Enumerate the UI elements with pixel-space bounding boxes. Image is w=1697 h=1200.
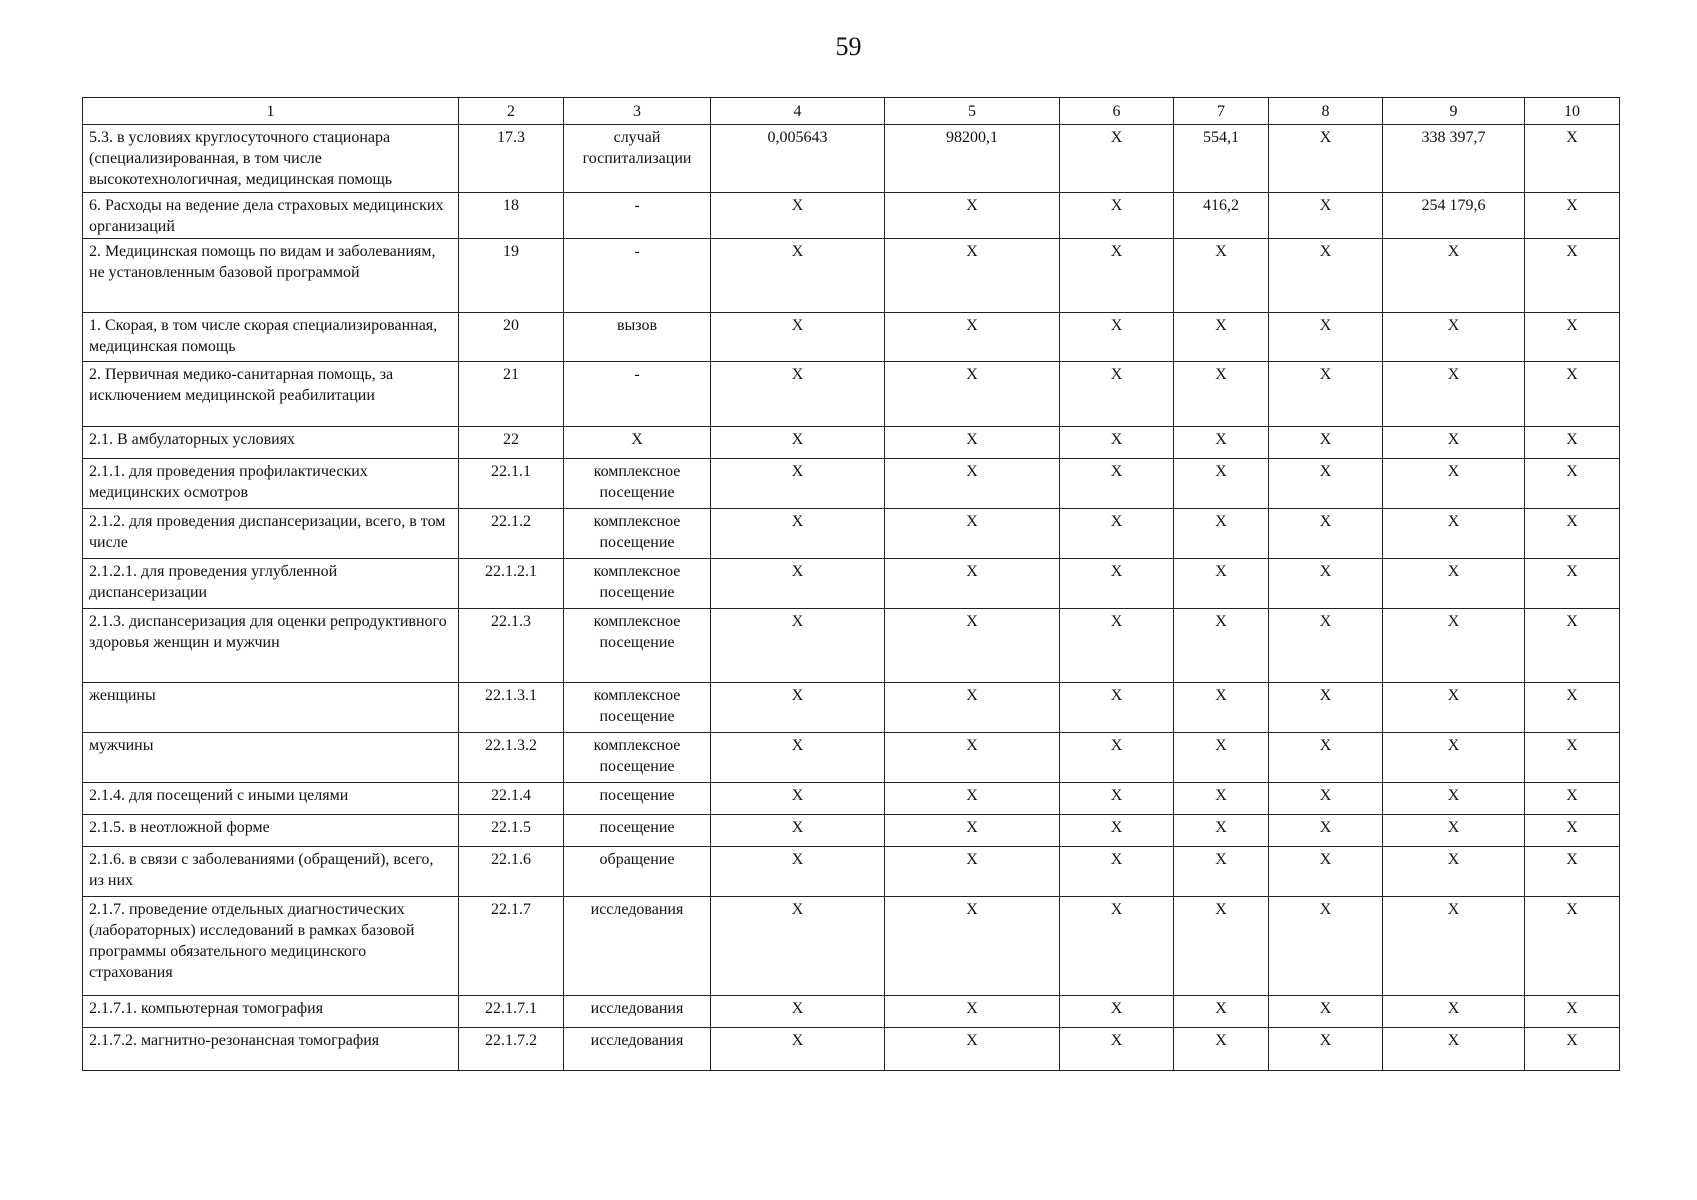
table-cell: 22.1.6 <box>459 847 564 897</box>
table-cell: X <box>1383 847 1525 897</box>
table-cell: X <box>1525 509 1620 559</box>
table-body <box>83 98 1620 1071</box>
table-cell: X <box>1383 733 1525 783</box>
table-cell: посещение <box>564 815 711 847</box>
table-row <box>83 897 1620 996</box>
table-cell: - <box>564 239 711 313</box>
table-cell: комплексное посещение <box>564 683 711 733</box>
row-label-cell: 2. Медицинская помощь по видам и заболеваниям, не установленным базовой программой <box>83 239 459 313</box>
table-cell: X <box>1060 239 1174 313</box>
table-cell: 98200,1 <box>885 125 1060 193</box>
table-cell: X <box>1525 459 1620 509</box>
table-cell: X <box>1525 239 1620 313</box>
table-cell: X <box>1174 897 1269 996</box>
table-cell: X <box>1269 609 1383 683</box>
table-cell: X <box>1269 996 1383 1028</box>
table-row <box>83 1028 1620 1071</box>
table-cell: X <box>1060 683 1174 733</box>
table-cell: X <box>711 362 885 427</box>
table-cell: X <box>1269 362 1383 427</box>
column-header: 4 <box>711 98 885 125</box>
column-header: 1 <box>83 98 459 125</box>
table-cell: 22.1.5 <box>459 815 564 847</box>
table-cell: X <box>1060 125 1174 193</box>
table-cell: X <box>711 609 885 683</box>
table-cell: X <box>1383 459 1525 509</box>
table-cell: 22.1.7.2 <box>459 1028 564 1071</box>
table-cell: 21 <box>459 362 564 427</box>
table-cell: X <box>1174 847 1269 897</box>
table-cell: 0,005643 <box>711 125 885 193</box>
table-cell: X <box>1525 313 1620 362</box>
table-cell: X <box>711 459 885 509</box>
table-cell: X <box>885 1028 1060 1071</box>
table-cell: X <box>1383 996 1525 1028</box>
table-cell: X <box>1269 125 1383 193</box>
table-cell: 338 397,7 <box>1383 125 1525 193</box>
table-cell: X <box>885 313 1060 362</box>
table-cell: X <box>1269 783 1383 815</box>
table-cell: X <box>885 783 1060 815</box>
table-cell: X <box>1269 509 1383 559</box>
table-cell: X <box>1383 815 1525 847</box>
table-cell: X <box>1060 847 1174 897</box>
table-cell: - <box>564 362 711 427</box>
table-cell: X <box>1525 125 1620 193</box>
table-cell: X <box>711 815 885 847</box>
table-cell: X <box>885 193 1060 239</box>
table-cell: X <box>1383 362 1525 427</box>
row-label-cell: 1. Скорая, в том числе скорая специализированная, медицинская помощь <box>83 313 459 362</box>
table-cell: X <box>711 683 885 733</box>
table-cell: X <box>1269 427 1383 459</box>
table-cell: X <box>885 733 1060 783</box>
table-cell: X <box>1383 313 1525 362</box>
table-cell: X <box>1174 783 1269 815</box>
table-cell: исследования <box>564 1028 711 1071</box>
table-cell: X <box>1269 897 1383 996</box>
table-row <box>83 847 1620 897</box>
table-cell: X <box>1525 609 1620 683</box>
table-cell: X <box>1174 683 1269 733</box>
table-cell: случай госпитализации <box>564 125 711 193</box>
table-cell: X <box>1174 427 1269 459</box>
table-row <box>83 733 1620 783</box>
table-cell: X <box>885 897 1060 996</box>
row-label-cell: 2.1.7. проведение отдельных диагностических (лабораторных) исследований в рамках базовой программы обязательного медицинского страхования <box>83 897 459 996</box>
table-row <box>83 815 1620 847</box>
table-cell: X <box>885 559 1060 609</box>
table-cell: X <box>885 815 1060 847</box>
data-table <box>82 97 1620 1071</box>
table-cell: X <box>885 459 1060 509</box>
table-cell: 22.1.3.1 <box>459 683 564 733</box>
table-cell: X <box>1269 1028 1383 1071</box>
row-label-cell: 2.1.4. для посещений с иными целями <box>83 783 459 815</box>
column-number-row <box>83 98 1620 125</box>
table-row <box>83 509 1620 559</box>
table-row <box>83 313 1620 362</box>
table-cell: X <box>711 193 885 239</box>
table-cell: - <box>564 193 711 239</box>
table-cell: X <box>711 1028 885 1071</box>
table-cell: X <box>1060 559 1174 609</box>
table-cell: исследования <box>564 897 711 996</box>
table-cell: X <box>1174 362 1269 427</box>
table-row <box>83 239 1620 313</box>
column-header: 5 <box>885 98 1060 125</box>
table-cell: X <box>1525 559 1620 609</box>
table-row <box>83 996 1620 1028</box>
column-header: 8 <box>1269 98 1383 125</box>
column-header: 6 <box>1060 98 1174 125</box>
table-cell: X <box>1060 783 1174 815</box>
table-cell: X <box>1174 733 1269 783</box>
table-cell: X <box>1269 459 1383 509</box>
table-cell: X <box>1174 559 1269 609</box>
table-cell: X <box>1174 1028 1269 1071</box>
table-cell: X <box>1174 815 1269 847</box>
table-cell: X <box>711 559 885 609</box>
page-number: 59 <box>835 32 862 61</box>
table-cell: 22.1.1 <box>459 459 564 509</box>
table-cell: X <box>885 362 1060 427</box>
table-cell: X <box>711 897 885 996</box>
table-cell: X <box>711 783 885 815</box>
table-cell: X <box>1174 996 1269 1028</box>
table-cell: X <box>1060 609 1174 683</box>
row-label-cell: 2.1.2. для проведения диспансеризации, всего, в том числе <box>83 509 459 559</box>
table-row <box>83 193 1620 239</box>
table-cell: X <box>1174 609 1269 683</box>
table-cell: X <box>885 427 1060 459</box>
table-cell: исследования <box>564 996 711 1028</box>
table-cell: X <box>711 509 885 559</box>
table-cell: X <box>1525 897 1620 996</box>
table-cell: X <box>711 847 885 897</box>
table-cell: 18 <box>459 193 564 239</box>
table-cell: X <box>1383 1028 1525 1071</box>
column-header: 10 <box>1525 98 1620 125</box>
table-row <box>83 683 1620 733</box>
row-label-cell: 2.1.5. в неотложной форме <box>83 815 459 847</box>
table-cell: 22.1.4 <box>459 783 564 815</box>
table-row <box>83 609 1620 683</box>
table-cell: X <box>885 996 1060 1028</box>
table-cell: 17.3 <box>459 125 564 193</box>
table-cell: 254 179,6 <box>1383 193 1525 239</box>
table-cell: комплексное посещение <box>564 559 711 609</box>
table-cell: 22.1.3 <box>459 609 564 683</box>
table-row <box>83 427 1620 459</box>
table-cell: X <box>885 609 1060 683</box>
table-cell: 22.1.7 <box>459 897 564 996</box>
table-cell: 22.1.7.1 <box>459 996 564 1028</box>
row-label-cell: 2.1.3. диспансеризация для оценки репродуктивного здоровья женщин и мужчин <box>83 609 459 683</box>
row-label-cell: 2.1.1. для проведения профилактических медицинских осмотров <box>83 459 459 509</box>
table-cell: 20 <box>459 313 564 362</box>
table-cell: X <box>1060 362 1174 427</box>
table-cell: X <box>711 313 885 362</box>
table-cell: X <box>1525 815 1620 847</box>
table-cell: X <box>1383 239 1525 313</box>
row-label-cell: 5.3. в условиях круглосуточного стационара (специализированная, в том числе высокотехнологичная, медицинская помощь <box>83 125 459 193</box>
table-cell: X <box>1174 313 1269 362</box>
table-cell: X <box>1060 996 1174 1028</box>
row-label-cell: 6. Расходы на ведение дела страховых медицинских организаций <box>83 193 459 239</box>
table-cell: X <box>1525 1028 1620 1071</box>
table-cell: X <box>1269 193 1383 239</box>
table-cell: комплексное посещение <box>564 509 711 559</box>
table-cell: X <box>885 239 1060 313</box>
table-cell: X <box>1525 996 1620 1028</box>
table-cell: комплексное посещение <box>564 609 711 683</box>
row-label-cell: 2.1.7.1. компьютерная томография <box>83 996 459 1028</box>
row-label-cell: 2. Первичная медико-санитарная помощь, за исключением медицинской реабилитации <box>83 362 459 427</box>
row-label-cell: мужчины <box>83 733 459 783</box>
table-cell: 416,2 <box>1174 193 1269 239</box>
row-label-cell: 2.1.6. в связи с заболеваниями (обращений), всего, из них <box>83 847 459 897</box>
column-header: 2 <box>459 98 564 125</box>
table-cell: X <box>1269 559 1383 609</box>
table-cell: X <box>1383 783 1525 815</box>
table-cell: 22 <box>459 427 564 459</box>
table-cell: X <box>1383 609 1525 683</box>
table-cell: X <box>711 996 885 1028</box>
table-cell: X <box>1383 509 1525 559</box>
table-cell: X <box>1269 683 1383 733</box>
table-cell: X <box>711 733 885 783</box>
table-cell: X <box>1060 459 1174 509</box>
table-cell: X <box>564 427 711 459</box>
table-cell: X <box>1525 783 1620 815</box>
table-cell: X <box>1060 509 1174 559</box>
table-cell: X <box>1383 427 1525 459</box>
row-label-cell: 2.1.7.2. магнитно-резонансная томография <box>83 1028 459 1071</box>
table-cell: X <box>1525 427 1620 459</box>
table-cell: X <box>1383 683 1525 733</box>
row-label-cell: 2.1.2.1. для проведения углубленной диспансеризации <box>83 559 459 609</box>
column-header: 7 <box>1174 98 1269 125</box>
table-cell: посещение <box>564 783 711 815</box>
table-row <box>83 362 1620 427</box>
table-cell: X <box>1525 193 1620 239</box>
table-cell: X <box>1383 897 1525 996</box>
table-cell: X <box>1269 847 1383 897</box>
table-cell: X <box>1269 239 1383 313</box>
table-cell: 554,1 <box>1174 125 1269 193</box>
table-cell: X <box>711 427 885 459</box>
column-header: 3 <box>564 98 711 125</box>
table-cell: X <box>885 683 1060 733</box>
table-cell: X <box>1060 897 1174 996</box>
table-cell: X <box>1269 313 1383 362</box>
table-row <box>83 459 1620 509</box>
table-cell: X <box>1060 815 1174 847</box>
table-cell: X <box>1174 509 1269 559</box>
table-cell: X <box>1525 847 1620 897</box>
table-cell: X <box>1060 193 1174 239</box>
table-cell: комплексное посещение <box>564 733 711 783</box>
table-cell: X <box>1060 313 1174 362</box>
table-cell: X <box>1525 683 1620 733</box>
table-row <box>83 783 1620 815</box>
table-cell: X <box>1525 362 1620 427</box>
table-cell: 19 <box>459 239 564 313</box>
table-cell: 22.1.2.1 <box>459 559 564 609</box>
table-cell: X <box>1525 733 1620 783</box>
table-cell: X <box>1174 239 1269 313</box>
table-cell: X <box>711 239 885 313</box>
table-cell: обращение <box>564 847 711 897</box>
row-label-cell: 2.1. В амбулаторных условиях <box>83 427 459 459</box>
table-cell: X <box>1060 1028 1174 1071</box>
table-cell: X <box>1383 559 1525 609</box>
table-cell: 22.1.3.2 <box>459 733 564 783</box>
row-label-cell: женщины <box>83 683 459 733</box>
table-row <box>83 559 1620 609</box>
table-cell: X <box>1269 815 1383 847</box>
table-cell: 22.1.2 <box>459 509 564 559</box>
column-header: 9 <box>1383 98 1525 125</box>
table-cell: комплексное посещение <box>564 459 711 509</box>
table-cell: X <box>885 509 1060 559</box>
table-cell: X <box>1269 733 1383 783</box>
table-cell: X <box>885 847 1060 897</box>
table-cell: вызов <box>564 313 711 362</box>
table-cell: X <box>1060 733 1174 783</box>
table-row <box>83 125 1620 193</box>
table-cell: X <box>1060 427 1174 459</box>
table-cell: X <box>1174 459 1269 509</box>
